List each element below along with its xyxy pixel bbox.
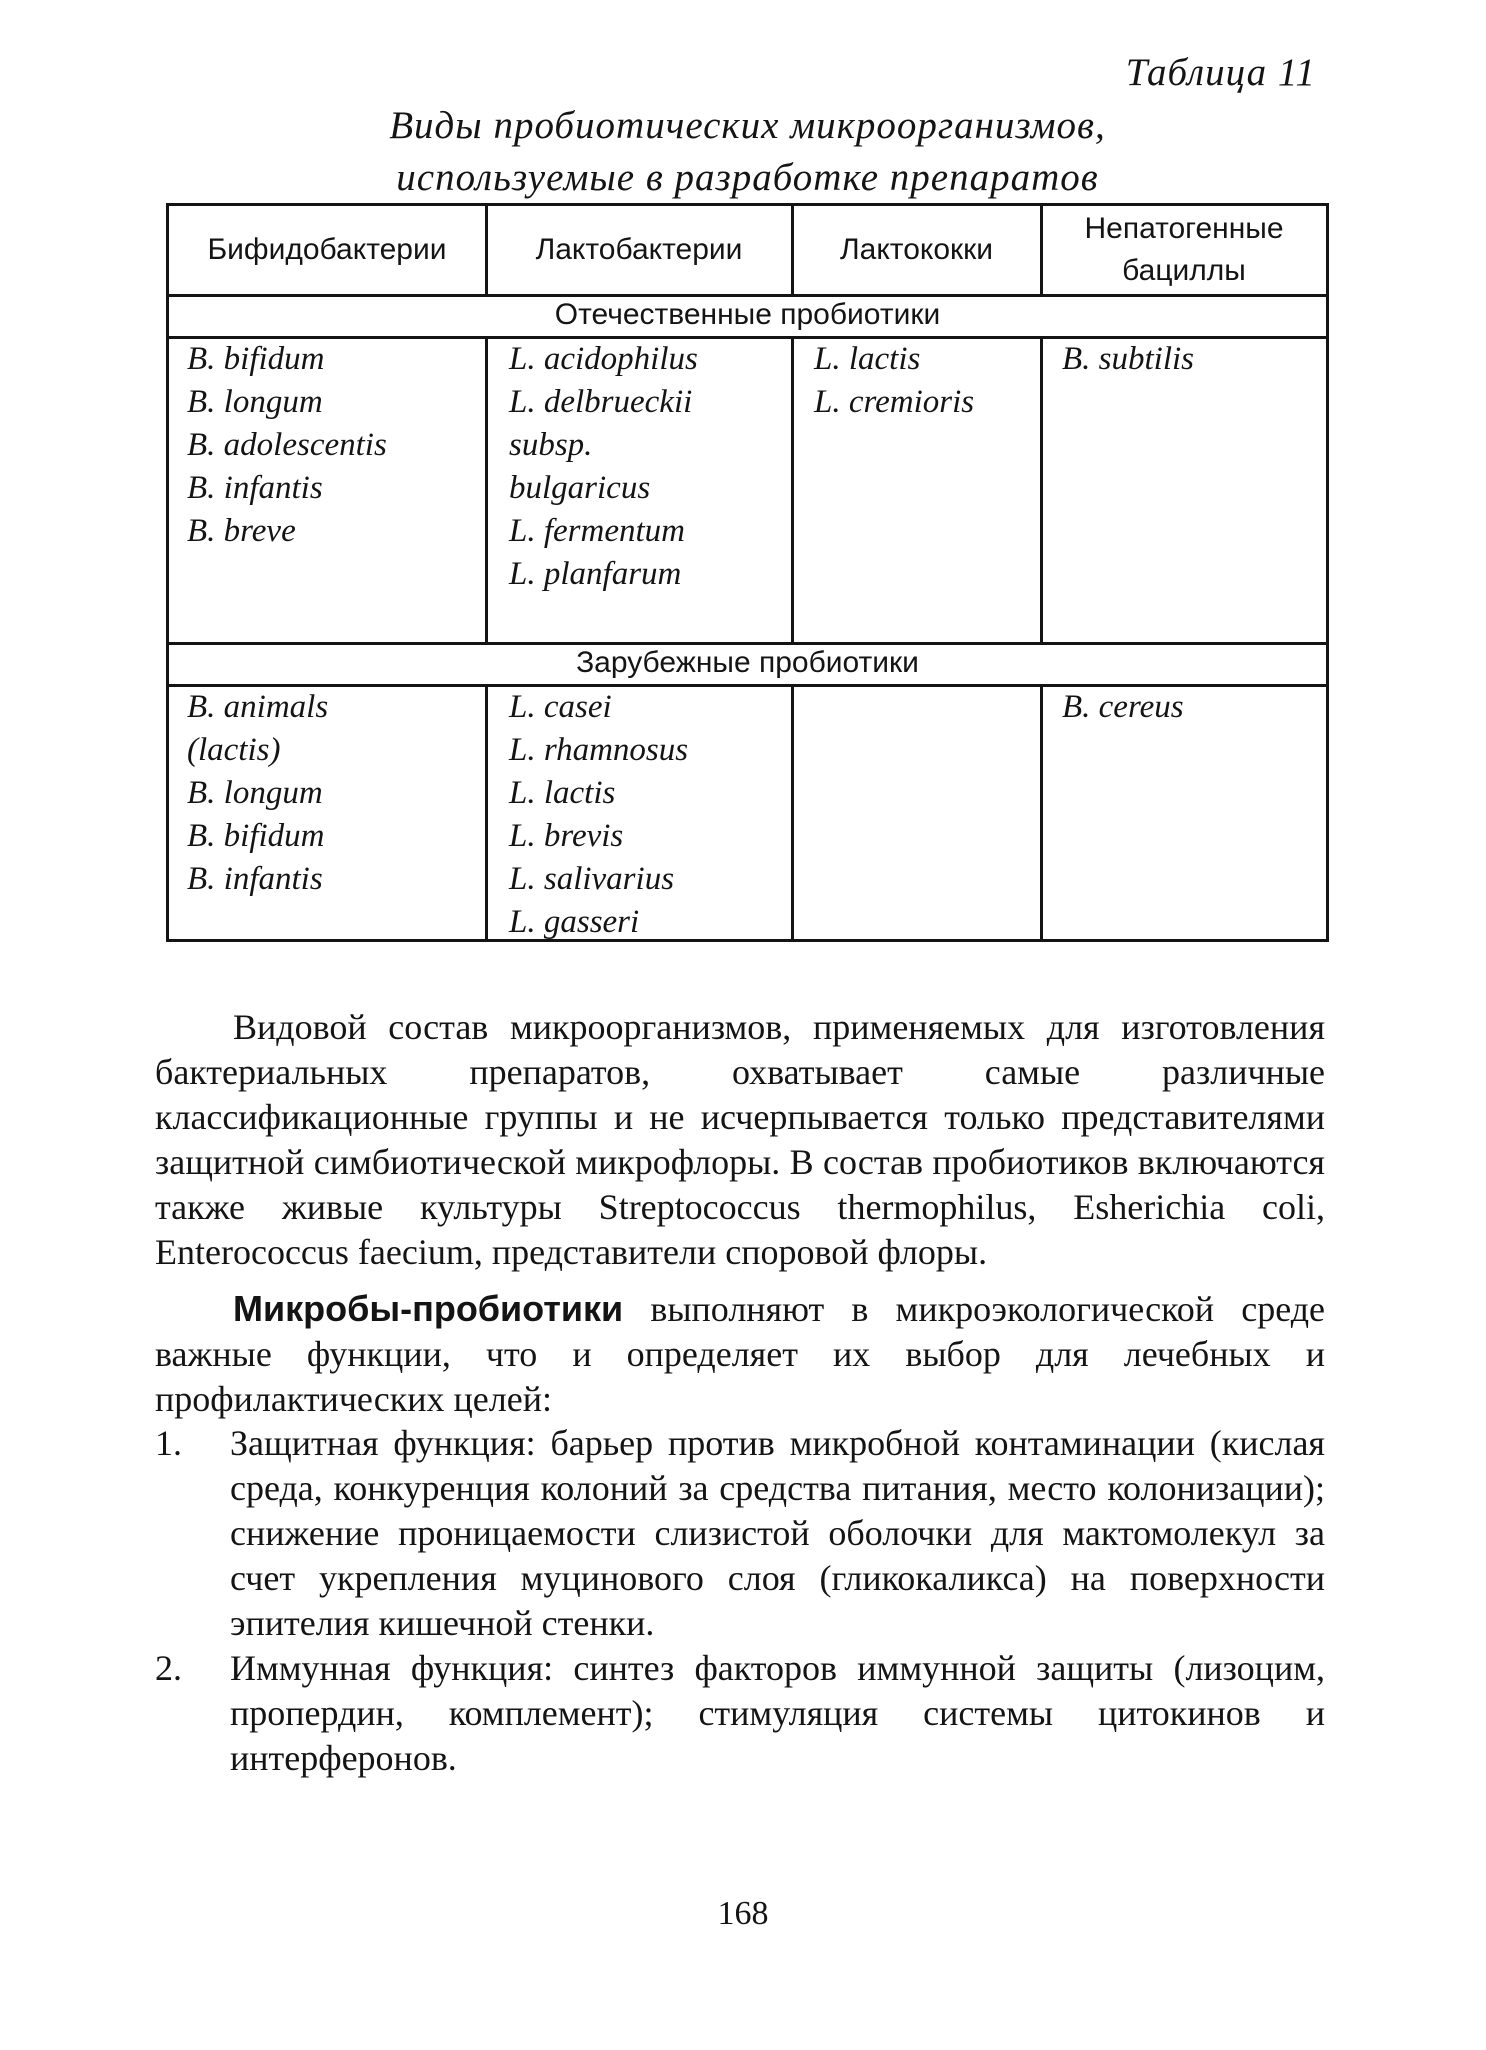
item-number: 1. (155, 1423, 182, 1463)
section-foreign-probiotics: Зарубежные пробиотики (576, 646, 919, 679)
item-text: Иммунная функция: синтез факторов иммунной защиты (лизоцим, пропердин, комплемент); стимуляция системы цитокинов и интерферонов. (230, 1648, 1325, 1778)
table-caption-line-2: используемые в разработке препаратов (396, 156, 1099, 199)
header-nonpathogenic-bacilli: Непатогенные бациллы (1084, 212, 1284, 287)
table-vrule (791, 336, 794, 642)
species-name: L. planfarum (509, 556, 682, 592)
species-name: L. lactis (814, 341, 921, 377)
species-name: L. acidophilus (509, 341, 698, 377)
table-vrule (791, 684, 794, 939)
species-name: bulgaricus (509, 470, 651, 506)
bold-term: Микробы-пробиотики (233, 1288, 624, 1329)
species-name: B. subtilis (1062, 341, 1195, 377)
species-name: L. brevis (509, 818, 624, 854)
table-vrule (1040, 336, 1043, 642)
species-name: L. cremioris (814, 384, 975, 420)
species-name: B. longum (187, 775, 323, 811)
species-name: subsp. (509, 427, 593, 463)
species-name: L. gasseri (509, 904, 640, 940)
item-number: 2. (155, 1648, 182, 1688)
table-vrule (485, 336, 488, 642)
species-name: B. infantis (187, 861, 323, 897)
domestic-bacilli-list (1062, 338, 1194, 381)
header-lactobacteria: Лактобактерии (535, 233, 743, 266)
species-name: B. infantis (187, 470, 323, 506)
foreign-bacilli-list (1062, 686, 1184, 729)
species-name: (lactis) (187, 732, 281, 768)
table-vrule (1040, 684, 1043, 939)
species-name: L. casei (509, 689, 612, 725)
probiotics-table (166, 203, 1329, 942)
species-name: B. animals (187, 689, 329, 725)
species-name: B. longum (187, 384, 323, 420)
item-text: Защитная функция: барьер против микробной контаминации (кислая среда, конкуренция колоний за средства питания, место колонизации); снижение проницаемости слизистой оболочки для мактомолекул за счет укрепления муцинового слоя (гликокаликса) на поверхности эпителия кишечной стенки. (230, 1423, 1325, 1643)
species-name: B. breve (187, 513, 296, 549)
numbered-item-protective-function (155, 1421, 1325, 1646)
foreign-bifidobacteria-list (187, 686, 328, 901)
table-caption-line-1: Виды пробиотических микроорганизмов, (389, 104, 1106, 147)
species-name: L. rhamnosus (509, 732, 689, 768)
paragraph-rest: выполняют в микроэкологической среде важные функции, что и определяет их выбор для лечебных и профилактических целей: (155, 1289, 1325, 1419)
header-lactococci: Лактококки (839, 233, 994, 266)
species-name: B. cereus (1062, 689, 1184, 725)
domestic-lactobacteria-list (509, 338, 698, 596)
species-name: L. fermentum (509, 513, 685, 549)
species-name: B. bifidum (187, 818, 325, 854)
paragraph-probiotic-functions (155, 1286, 1325, 1422)
page-number: 168 (717, 1895, 769, 1932)
table-number-label: Таблица 11 (1125, 51, 1316, 94)
species-name: L. lactis (509, 775, 616, 811)
header-bifidobacteria: Бифидобактерии (207, 233, 447, 266)
species-name: L. delbrueckii (509, 384, 693, 420)
domestic-lactococci-list (814, 338, 974, 424)
section-domestic-probiotics: Отечественные пробиотики (554, 298, 941, 331)
species-name: B. bifidum (187, 341, 325, 377)
species-name: L. salivarius (509, 861, 675, 897)
foreign-lactobacteria-list (509, 686, 688, 944)
table-vrule (485, 684, 488, 939)
species-name: B. adolescentis (187, 427, 387, 463)
table-caption (160, 100, 1335, 204)
numbered-item-immune-function (155, 1646, 1325, 1781)
paragraph-species-composition: Видовой состав микроорганизмов, применяемых для изготовления бактериальных препаратов, охватывает самые различные классификационные группы и не исчерпывается только представителями защитной симбиотической микрофлоры. В состав пробиотиков включаются также живые культуры Streptococcus thermophilus, Esherichia coli, Enterococcus faecium, представители споровой флоры. (155, 1007, 1325, 1272)
domestic-bifidobacteria-list (187, 338, 387, 553)
